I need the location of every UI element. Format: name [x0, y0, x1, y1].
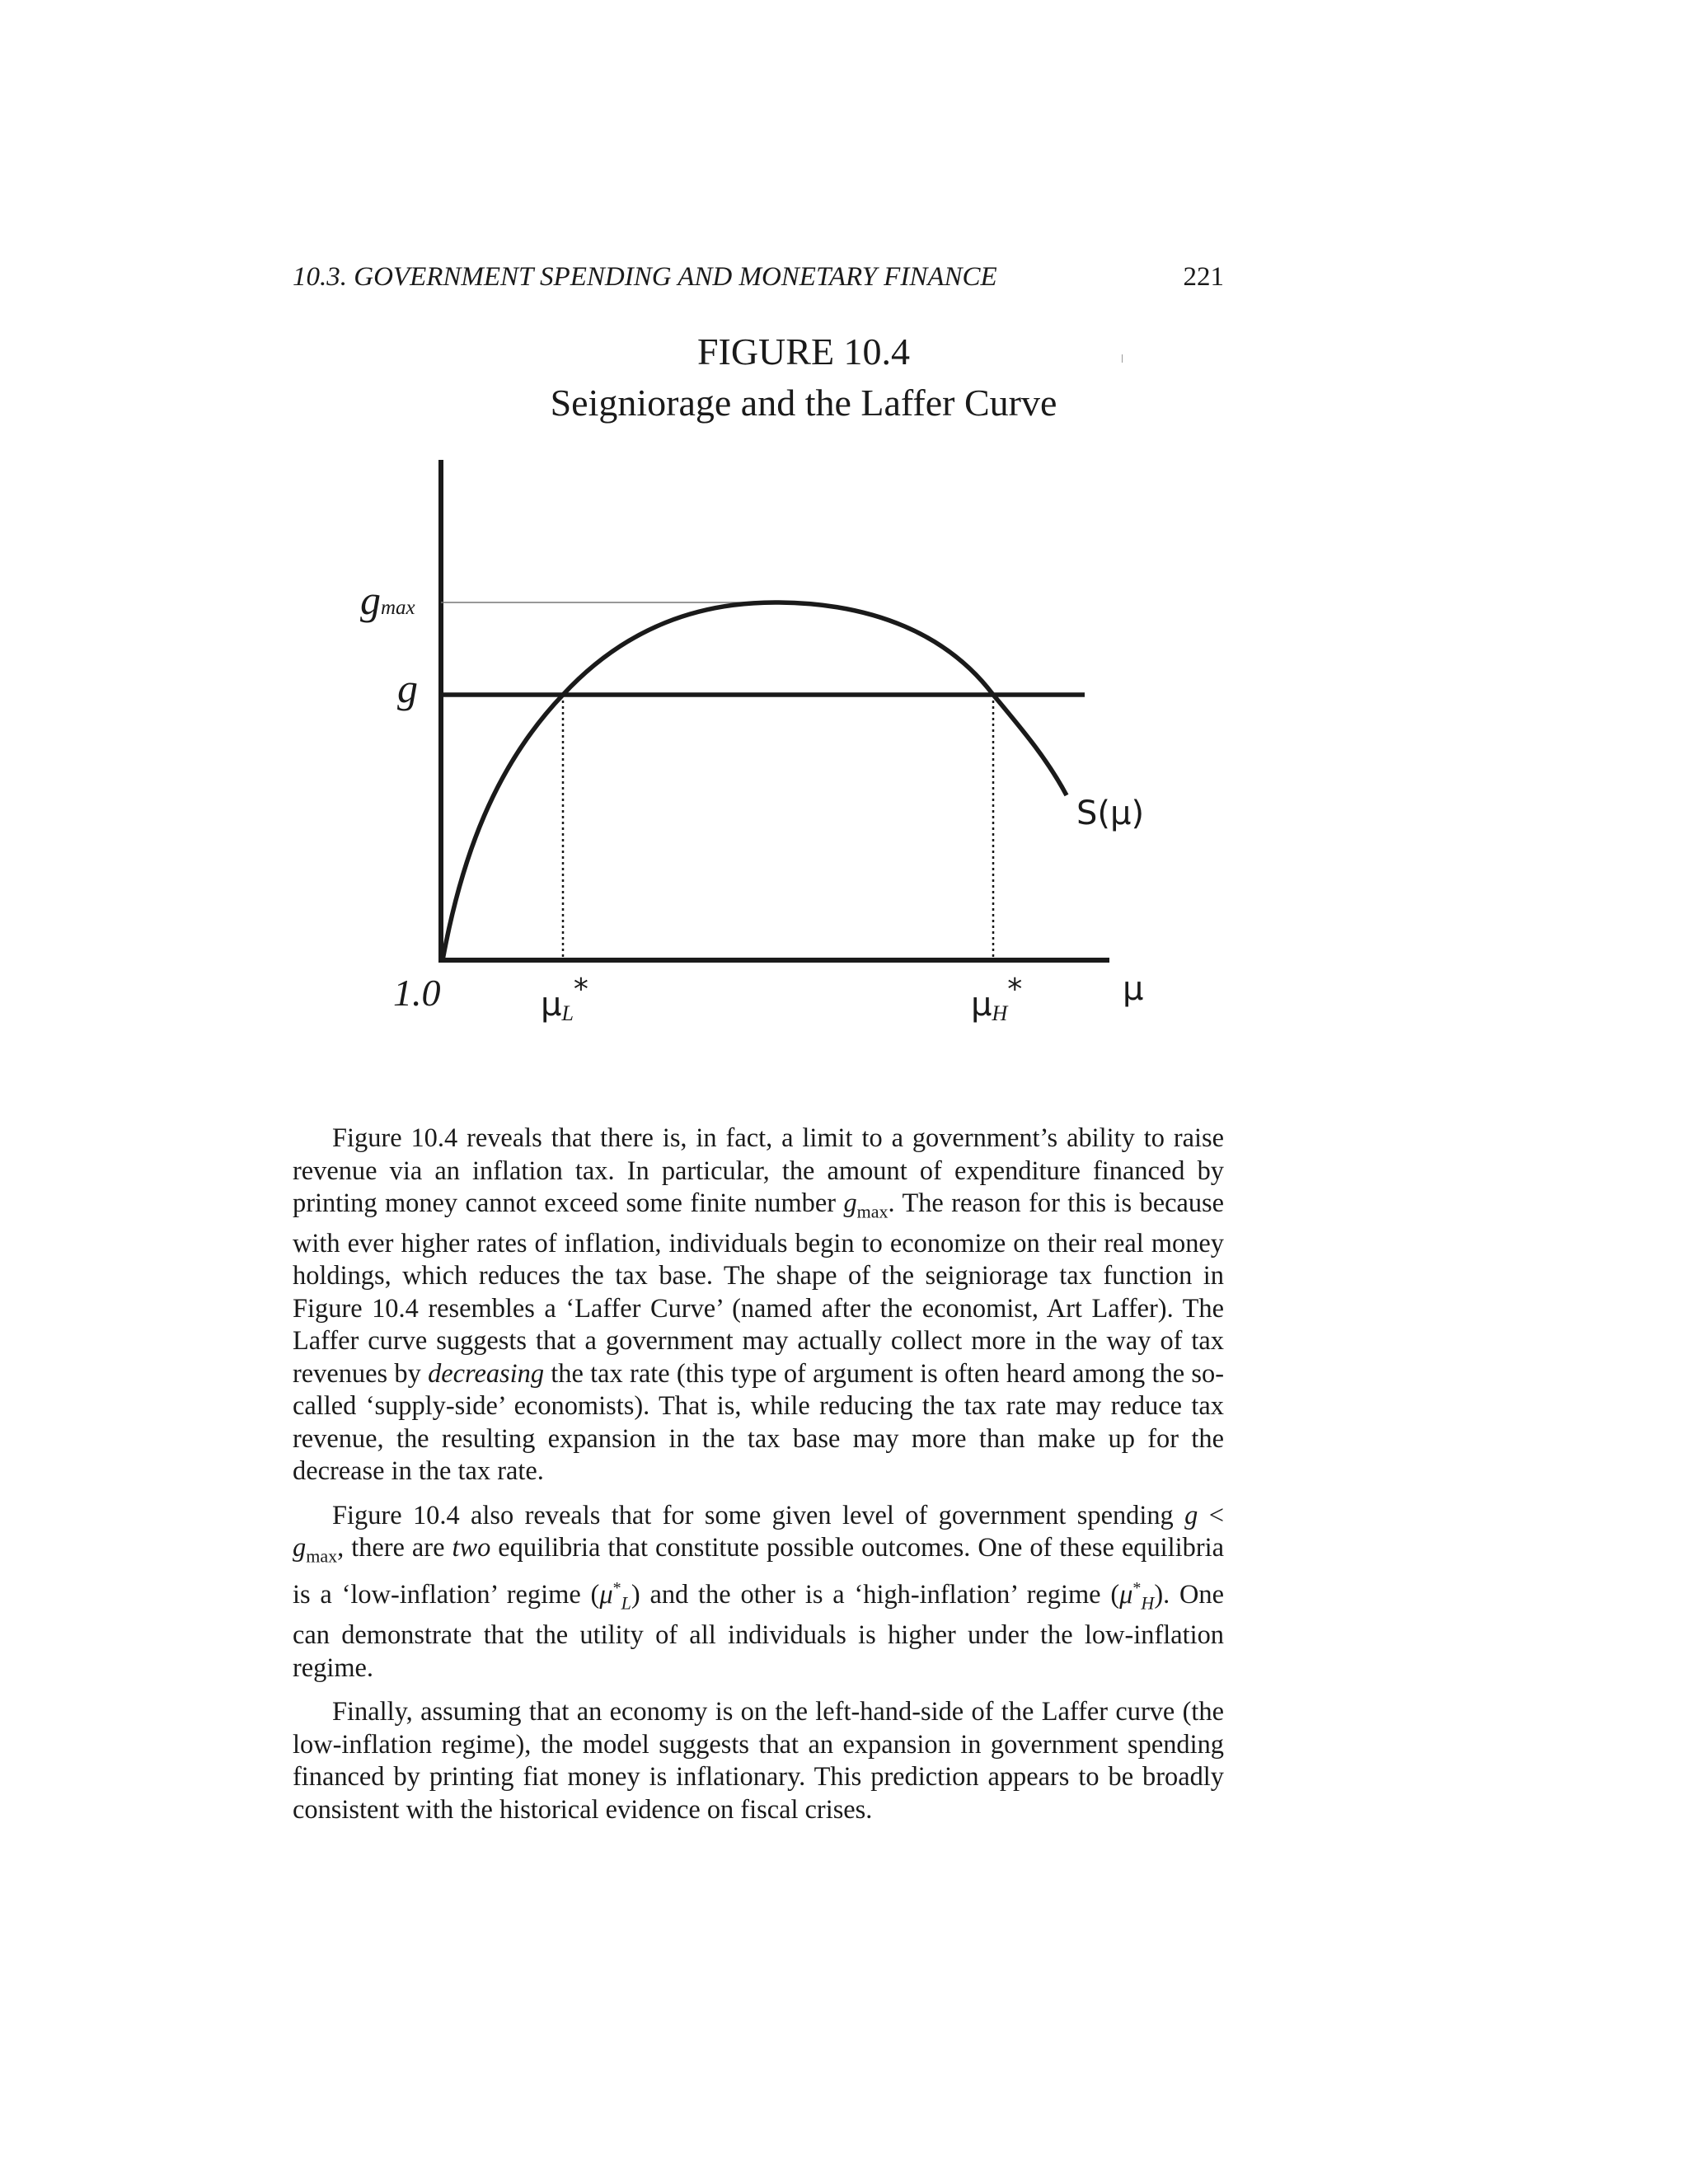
g-label: g [397, 665, 418, 711]
seigniorage-curve [443, 602, 1067, 960]
figure-caption: Seigniorage and the Laffer Curve [550, 382, 1057, 424]
mu-l-label: μL* [541, 972, 588, 1025]
x-axis-label: μ [1123, 970, 1144, 1008]
paragraph-1: Figure 10.4 reveals that there is, in fact, a limit to a government’s ability to raise revenue via an inflation tax. In particular, the amount of expenditure financed by printing money cannot exceed some finite number $g_{max}$. The reason for this is because with ever higher rates of inflation, individuals begin to economize on their real money holdings, which reduces the tax base. The shape of the seigniorage tax function in Figure 10.4 resembles a ‘Laffer Curve’ (named after the economist, Art Laffer). The Laffer curve suggests that a government may actually collect more in the way of tax revenues by decreasing the tax rate (this type of argument is often heard among the so-called ‘supply-side’ economists). That is, while reducing the tax rate may reduce tax revenue, the resulting expansion in the tax base may more than make up for the decrease in the tax rate. [293, 1123, 1225, 1487]
page-number: 221 [1183, 262, 1224, 292]
mu-h-label: μH* [971, 972, 1023, 1025]
paragraph-2: Figure 10.4 also reveals that for some given level of government spending $g < g_{max}$, there are two equilibria that constitute possible outcomes. One of these equilibria is a ‘low-inflation’ regime $(\mu^*_L)$ and the other is a ‘high-inflation’ regime $(\mu^*_H)$. One can demonstrate that the utility of all individuals is higher under the low-inflation regime. [293, 1500, 1224, 1683]
section-title: 10.3. GOVERNMENT SPENDING AND MONETARY FINANCE [293, 262, 997, 292]
origin-label: 1.0 [393, 972, 441, 1014]
gmax-label: gmax [360, 577, 415, 623]
curve-label: S(μ) [1076, 794, 1145, 832]
body-text [293, 1122, 1224, 1838]
figure-number: FIGURE 10.4 [696, 330, 911, 373]
paragraph-3: Finally, assuming that an economy is on the left-hand-side of the Laffer curve (the low-inflation regime), the model suggests that an expansion in government spending financed by printing fiat money is inflationary. This prediction appears to be broadly consistent with the historical evidence on fiscal crises. [293, 1697, 1224, 1825]
